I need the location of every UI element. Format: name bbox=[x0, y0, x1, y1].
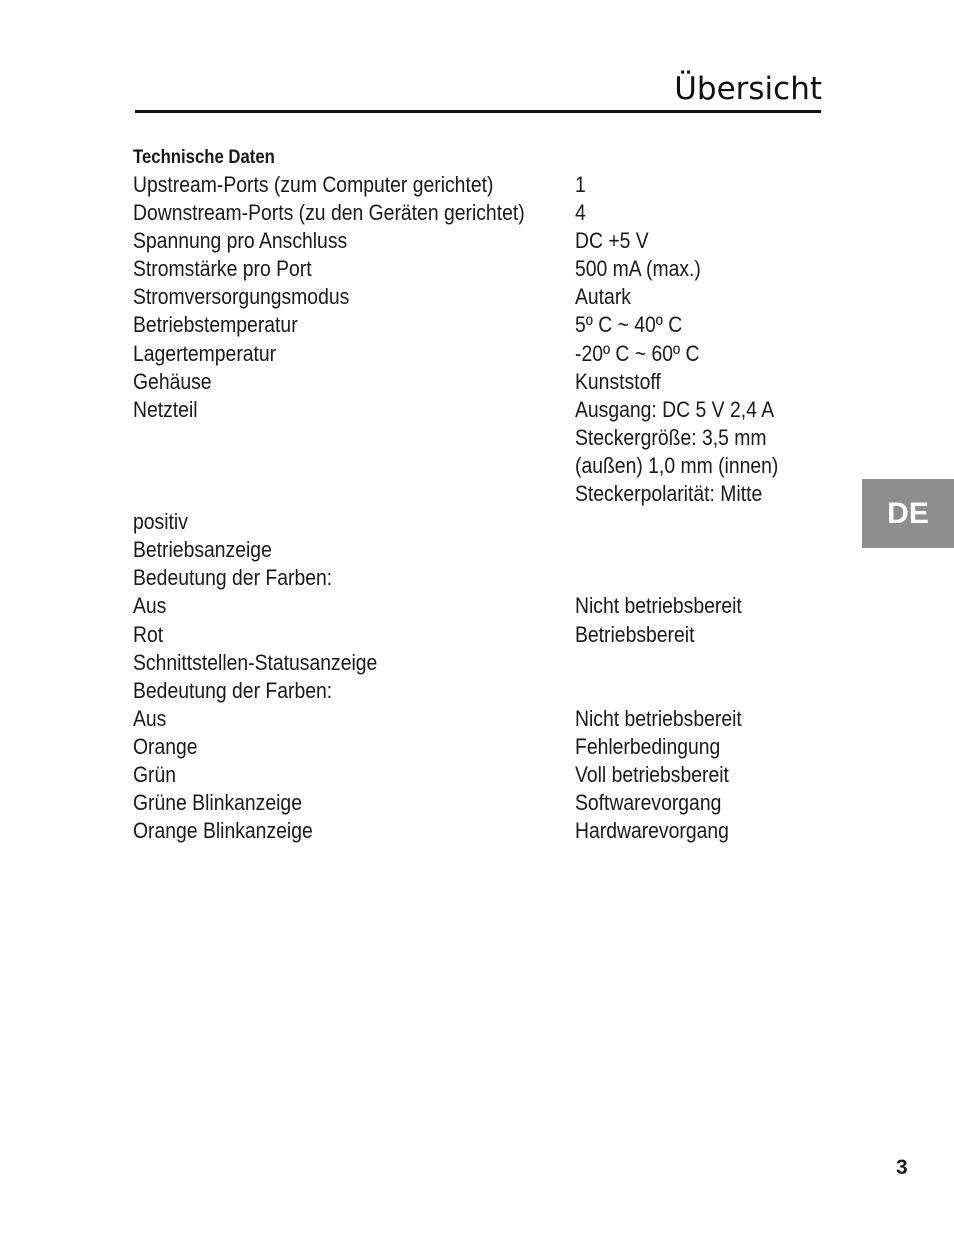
spec-value: 1 bbox=[575, 172, 586, 197]
spec-value: Steckergröße: 3,5 mm bbox=[575, 424, 767, 450]
spec-label: Schnittstellen-Statusanzeige bbox=[133, 649, 378, 675]
spec-value: Hardwarevorgang bbox=[575, 818, 729, 844]
spec-label: Betriebsanzeige bbox=[133, 537, 272, 563]
spec-row bbox=[133, 480, 853, 508]
spec-row bbox=[133, 817, 853, 845]
spec-label: Upstream-Ports (zum Computer gerichtet) bbox=[133, 172, 494, 197]
spec-label: Grüne Blinkanzeige bbox=[133, 790, 302, 816]
spec-value: Kunststoff bbox=[575, 368, 661, 394]
spec-row bbox=[133, 171, 853, 199]
spec-label: Aus bbox=[133, 705, 167, 731]
spec-row bbox=[133, 789, 853, 817]
spec-label: Grün bbox=[133, 761, 177, 787]
spec-label: Gehäuse bbox=[133, 368, 212, 394]
spec-value: 500 mA (max.) bbox=[575, 256, 701, 282]
spec-label: Bedeutung der Farben: bbox=[133, 565, 333, 591]
spec-value: Nicht betriebsbereit bbox=[575, 705, 742, 731]
spec-label: Stromstärke pro Port bbox=[133, 256, 312, 282]
spec-row bbox=[133, 368, 853, 396]
spec-value: Ausgang: DC 5 V 2,4 A bbox=[575, 396, 775, 422]
spec-value: Autark bbox=[575, 284, 631, 310]
spec-row bbox=[133, 283, 853, 311]
spec-value: Betriebsbereit bbox=[575, 621, 695, 647]
spec-label: Orange Blinkanzeige bbox=[133, 818, 313, 844]
spec-value: Voll betriebsbereit bbox=[575, 761, 729, 787]
spec-label: Netzteil bbox=[133, 396, 198, 422]
spec-row bbox=[133, 733, 853, 761]
spec-label: Betriebstemperatur bbox=[133, 312, 298, 338]
spec-row bbox=[133, 452, 853, 480]
spec-row bbox=[133, 649, 853, 677]
spec-row bbox=[133, 536, 853, 564]
spec-row bbox=[133, 592, 853, 620]
spec-value: Nicht betriebsbereit bbox=[575, 593, 742, 619]
spec-table bbox=[133, 171, 853, 845]
language-tab bbox=[862, 479, 954, 548]
spec-row bbox=[133, 621, 853, 649]
spec-row bbox=[133, 311, 853, 339]
spec-label: Bedeutung der Farben: bbox=[133, 677, 333, 703]
spec-value: Steckerpolarität: Mitte bbox=[575, 481, 763, 507]
spec-value: (außen) 1,0 mm (innen) bbox=[575, 452, 779, 478]
spec-label: Orange bbox=[133, 733, 198, 759]
title-divider bbox=[135, 110, 821, 113]
spec-value: 5º C ~ 40º C bbox=[575, 312, 683, 338]
language-tab-label: DE bbox=[887, 496, 929, 530]
page-number: 3 bbox=[896, 1156, 908, 1179]
spec-row bbox=[133, 340, 853, 368]
spec-label: positiv bbox=[133, 509, 188, 535]
spec-value: 4 bbox=[575, 200, 586, 226]
spec-label: Stromversorgungsmodus bbox=[133, 284, 350, 310]
spec-row bbox=[133, 396, 853, 424]
spec-value: Softwarevorgang bbox=[575, 790, 722, 816]
spec-value: DC +5 V bbox=[575, 228, 649, 254]
spec-label: Lagertemperatur bbox=[133, 340, 277, 366]
spec-row bbox=[133, 705, 853, 733]
spec-row bbox=[133, 677, 853, 705]
spec-row bbox=[133, 761, 853, 789]
spec-row bbox=[133, 508, 853, 536]
spec-label: Spannung pro Anschluss bbox=[133, 228, 348, 254]
spec-value: Fehlerbedingung bbox=[575, 733, 721, 759]
spec-row bbox=[133, 564, 853, 592]
spec-value: -20º C ~ 60º C bbox=[575, 340, 700, 366]
spec-row bbox=[133, 227, 853, 255]
spec-row bbox=[133, 255, 853, 283]
page-title: Übersicht bbox=[674, 71, 822, 107]
section-heading: Technische Daten bbox=[133, 147, 275, 168]
spec-label: Downstream-Ports (zu den Geräten gerichtet) bbox=[133, 200, 525, 226]
spec-row bbox=[133, 199, 853, 227]
spec-row bbox=[133, 424, 853, 452]
spec-label: Aus bbox=[133, 593, 167, 619]
spec-label: Rot bbox=[133, 621, 164, 647]
